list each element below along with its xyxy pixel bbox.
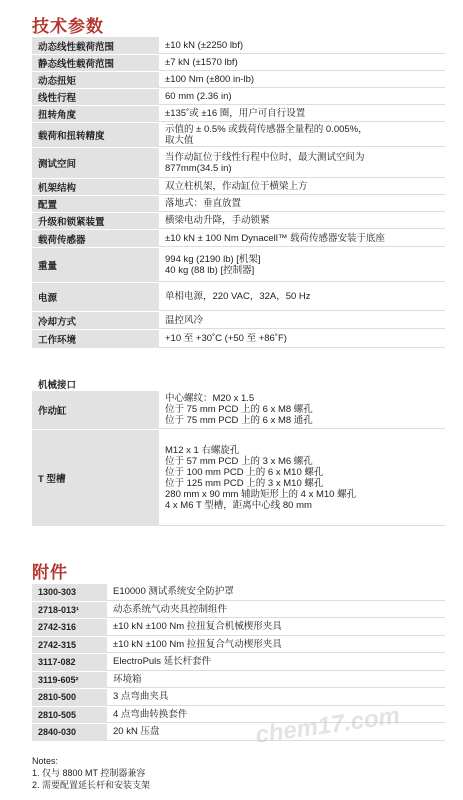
spec-row — [32, 55, 445, 72]
accessory-desc: ElectroPuls 延长杆套件 — [107, 654, 445, 671]
spec-value-line: 横梁电动升降，手动锁紧 — [165, 215, 270, 226]
spec-label: 静态线性载荷范围 — [32, 55, 159, 71]
mech-value-line: M12 x 1 右螺旋孔 — [165, 444, 240, 456]
accessory-row — [32, 584, 445, 602]
spec-value — [159, 283, 445, 311]
spec-value — [159, 179, 445, 195]
spec-row — [32, 283, 445, 312]
accessory-code: 3119-605² — [32, 672, 107, 689]
spec-row — [32, 312, 445, 330]
accessory-desc: 动态系统气动夹具控制组件 — [107, 602, 445, 619]
spec-value-line: ±135˚或 ±16 圈，用户可自行设置 — [165, 108, 306, 119]
spec-label: 动态扭矩 — [32, 72, 159, 88]
spec-label: 电源 — [32, 283, 159, 311]
spec-label: 测试空间 — [32, 148, 159, 178]
spec-value-line: 落地式：垂直放置 — [165, 198, 242, 209]
spec-row — [32, 179, 445, 196]
spec-value — [159, 55, 445, 71]
spec-value-line: 60 mm (2.36 in) — [165, 91, 232, 102]
spec-label: 机架结构 — [32, 179, 159, 195]
spec-value — [159, 230, 445, 247]
spec-value-line: 单相电源，220 VAC，32A，50 Hz — [165, 291, 311, 302]
mech-table — [32, 391, 445, 527]
note-item: 1. 仅与 8800 MT 控制器兼容 — [32, 768, 146, 778]
watermark: chem17.com — [253, 702, 402, 749]
spec-value-line: 当作动缸位于线性行程中位时，最大测试空间为 — [165, 151, 365, 163]
spec-value-line: 取大值 — [165, 134, 194, 146]
accessory-desc: 环境箱 — [107, 672, 445, 689]
spec-value — [159, 72, 445, 88]
spec-value — [159, 106, 445, 122]
spec-row — [32, 330, 445, 349]
spec-value-line: 示值的 ± 0.5% 或载荷传感器全量程的 0.005%， — [165, 123, 368, 135]
spec-value — [159, 196, 445, 212]
spec-label: 动态线性载荷范围 — [32, 37, 159, 54]
spec-value-line: +10 至 +30˚C (+50 至 +86˚F) — [165, 333, 287, 344]
mech-value-line: 280 mm x 90 mm 辅助矩形上的 4 x M10 螺孔 — [165, 488, 357, 500]
spec-label: 载荷传感器 — [32, 230, 159, 247]
spec-label: 冷却方式 — [32, 312, 159, 329]
accessory-desc: 20 kN 压盘 — [107, 724, 445, 741]
spec-value-line: ±100 Nm (±800 in-lb) — [165, 74, 255, 85]
spec-value — [159, 148, 445, 178]
mech-row — [32, 391, 445, 430]
mech-value-line: 位于 125 mm PCD 上的 3 x M10 螺孔 — [165, 477, 324, 489]
accessory-code: 2742-316 — [32, 619, 107, 636]
spec-value-line: 994 kg (2190 lb) [机架] — [165, 253, 261, 265]
spec-label: 载荷和扭转精度 — [32, 123, 159, 147]
mech-label: T 型槽 — [32, 430, 159, 526]
accessory-row — [32, 654, 445, 672]
spec-value — [159, 248, 445, 282]
spec-label: 配置 — [32, 196, 159, 212]
mech-value-line: 位于 100 mm PCD 上的 6 x M10 螺孔 — [165, 466, 324, 478]
accessory-row — [32, 672, 445, 690]
spec-label: 重量 — [32, 248, 159, 282]
accessory-desc: E10000 测试系统安全防护罩 — [107, 584, 445, 601]
spec-value-line: ±7 kN (±1570 lbf) — [165, 57, 238, 68]
spec-row — [32, 213, 445, 230]
spec-value — [159, 123, 445, 147]
mech-value-line: 位于 75 mm PCD 上的 6 x M8 螺孔 — [165, 404, 313, 415]
notes-heading: Notes: — [32, 756, 59, 766]
spec-value-line: 双立柱机架，作动缸位于横梁上方 — [165, 181, 308, 192]
spec-value-line: 温控风冷 — [165, 314, 204, 326]
accessory-code: 2718-013¹ — [32, 602, 107, 619]
notes — [32, 755, 150, 791]
mech-value — [159, 391, 445, 429]
accessory-code: 3117-082 — [32, 654, 107, 671]
accessory-desc: 4 点弯曲转换套件 — [107, 707, 445, 724]
accessory-code: 1300-303 — [32, 584, 107, 601]
accessory-desc: ±10 kN ±100 Nm 拉扭复合气动楔形夹具 — [107, 637, 445, 654]
mech-value-line: 4 x M6 T 型槽，距离中心线 80 mm — [165, 499, 312, 511]
spec-row — [32, 196, 445, 213]
spec-value — [159, 213, 445, 229]
spec-row — [32, 148, 445, 179]
accessory-code: 2810-500 — [32, 689, 107, 706]
accessory-desc: 3 点弯曲夹具 — [107, 689, 445, 706]
specs-title: 技术参数 — [32, 17, 104, 36]
spec-value-line: 40 kg (88 lb) [控制器] — [165, 264, 255, 276]
accessory-row — [32, 637, 445, 655]
spec-label: 扭转角度 — [32, 106, 159, 122]
accessory-code: 2840-030 — [32, 724, 107, 741]
spec-value — [159, 312, 445, 329]
mech-value — [159, 430, 445, 526]
spec-row — [32, 248, 445, 283]
spec-row — [32, 37, 445, 55]
mech-label: 作动缸 — [32, 391, 159, 429]
accessories-title: 附件 — [32, 563, 68, 582]
accessory-desc: ±10 kN ±100 Nm 拉扭复合机械楔形夹具 — [107, 619, 445, 636]
spec-value — [159, 89, 445, 105]
spec-value-line: ±10 kN (±2250 lbf) — [165, 39, 244, 51]
spec-row — [32, 89, 445, 106]
accessory-row — [32, 619, 445, 637]
mech-row — [32, 430, 445, 527]
accessory-code: 2810-505 — [32, 707, 107, 724]
spec-value — [159, 330, 445, 348]
accessory-code: 2742-315 — [32, 637, 107, 654]
spec-value — [159, 37, 445, 54]
mech-value-line: 位于 57 mm PCD 上的 3 x M6 螺孔 — [165, 455, 313, 467]
specs-table — [32, 37, 445, 349]
spec-label: 线性行程 — [32, 89, 159, 105]
spec-row — [32, 72, 445, 89]
spec-label: 升级和锁紧装置 — [32, 213, 159, 229]
spec-value-line: 877mm(34.5 in) — [165, 162, 232, 174]
mech-value-line: 位于 75 mm PCD 上的 6 x M8 通孔 — [165, 415, 313, 426]
accessory-row — [32, 602, 445, 620]
spec-value-line: ±10 kN ± 100 Nm Dynacell™ 载荷传感器安装于底座 — [165, 232, 385, 244]
note-item: 2. 需要配置延长杆和安装支架 — [32, 780, 151, 790]
spec-row — [32, 123, 445, 148]
mech-title: 机械接口 — [38, 380, 77, 391]
mech-value-line: 中心螺纹：M20 x 1.5 — [165, 393, 255, 404]
spec-row — [32, 106, 445, 123]
spec-row — [32, 230, 445, 248]
spec-label: 工作环境 — [32, 330, 159, 348]
